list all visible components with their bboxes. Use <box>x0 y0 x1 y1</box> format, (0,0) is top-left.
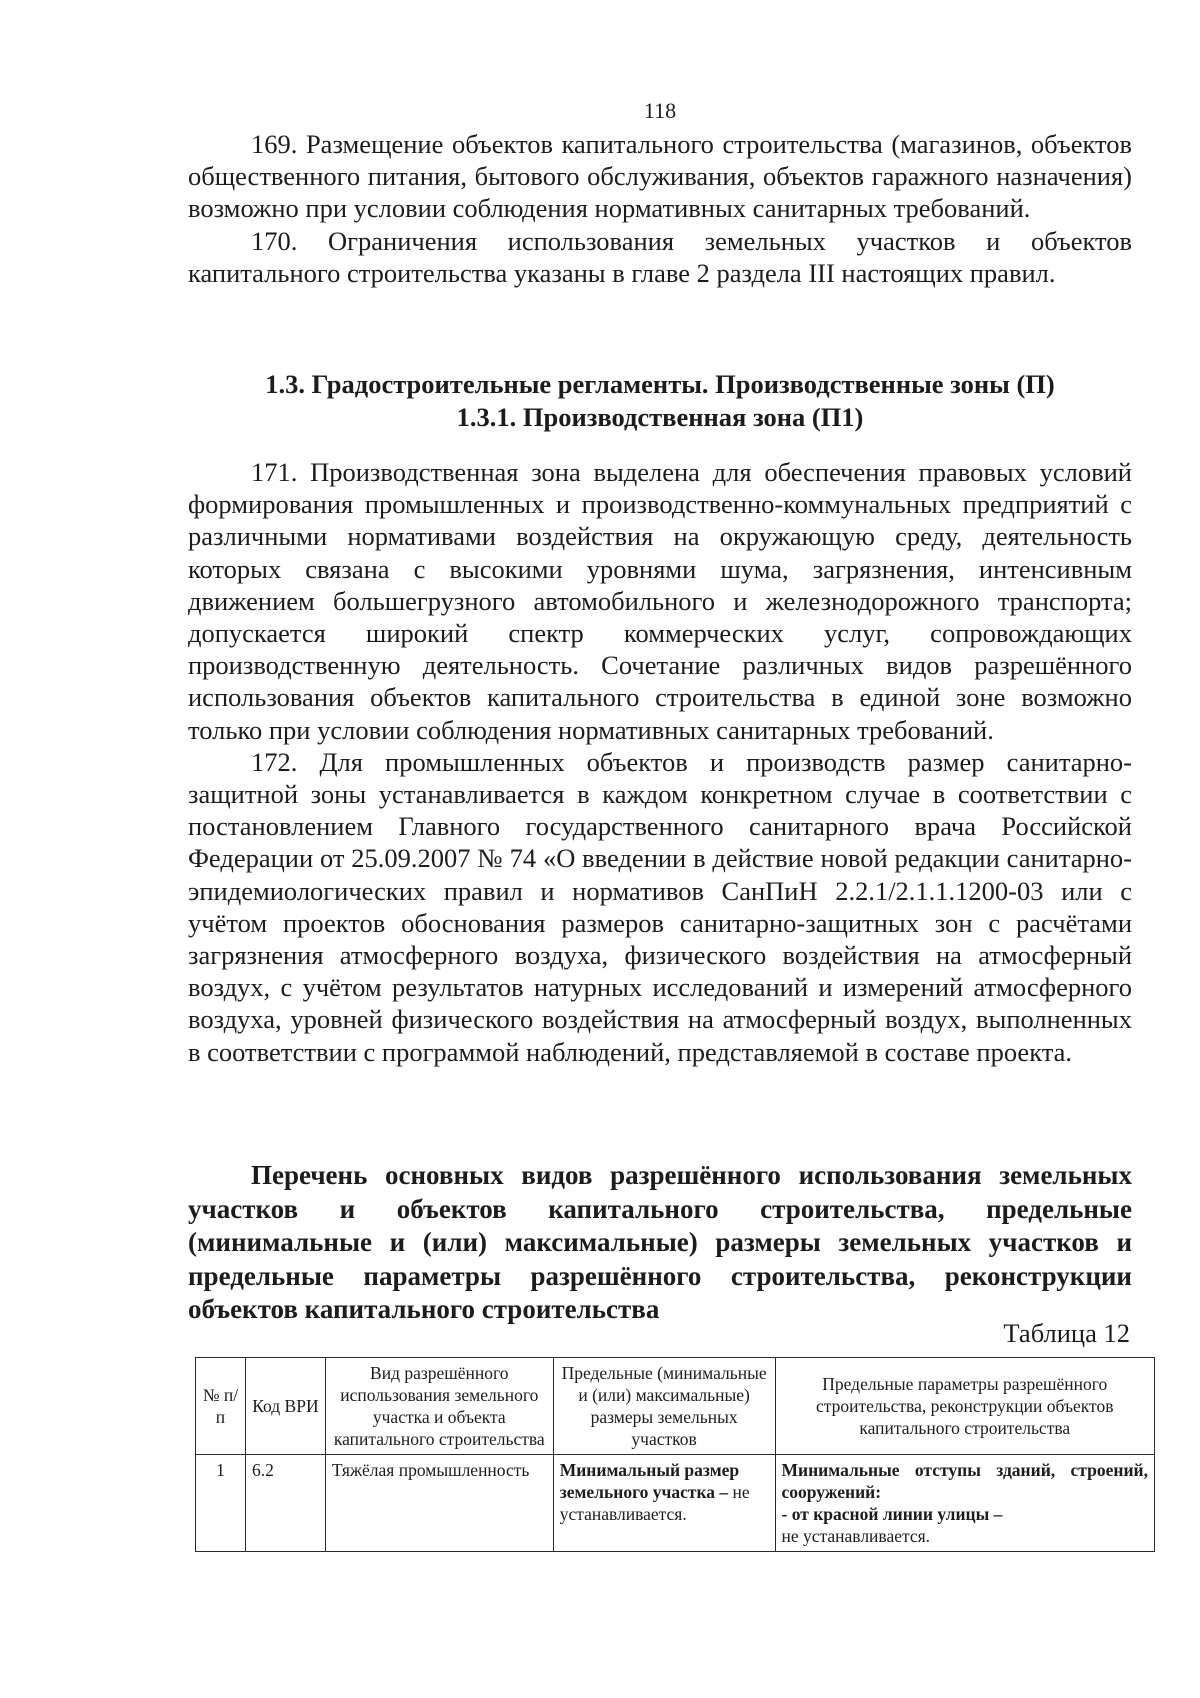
intro-paragraphs <box>188 128 1132 289</box>
main-paragraphs <box>188 456 1132 1068</box>
header-code: Код ВРИ <box>245 1358 325 1455</box>
paragraph-169: 169. Размещение объектов капитального строительства (магазинов, объектов общественного питания, бытового обслуживания, объектов гаражного назначения) возможно при условии соблюдения нормативных санитарных требований. <box>188 129 1132 224</box>
params-label: Минимальные отступы зданий, строений, сооружений: <box>781 1460 1148 1502</box>
paragraph-171: 171. Производственная зона выделена для обеспечения правовых условий формирования промышленных и производственно-коммунальных предприятий с различными нормативами воздействия на окружающую среду, деятельность которых связана с высокими уровнями шума, загрязнения, интенсивным движением большегрузного автомобильного и железнодорожного транспорта; допускается широкий спектр коммерческих услуг, сопровождающих производственную деятельность. Сочетание различных видов разрешённого использования объектов капитального строительства в единой зоне возможно только при условии соблюдения нормативных санитарных требований. <box>188 457 1132 745</box>
list-title: Перечень основных видов разрешённого использования земельных участков и объектов капитального строительства, предельные (минимальные и (или) максимальные) размеры земельных участков и предельные параметры разрешённого строительства, реконструкции объектов капитального строительства <box>188 1160 1132 1324</box>
cell-number: 1 <box>196 1455 246 1552</box>
header-build-params: Предельные параметры разрешённого строительства, реконструкции объектов капитального строительства <box>775 1358 1155 1455</box>
paragraph-170: 170. Ограничения использования земельных участков и объектов капитального строительства указаны в главе 2 раздела III настоящих правил. <box>188 225 1132 288</box>
subsection-heading: 1.3.1. Производственная зона (П1) <box>456 402 864 432</box>
header-use-type: Вид разрешённого использования земельного участка и объекта капитального строительства <box>325 1358 553 1455</box>
plot-size-label: Минимальный размер земельного участка – <box>559 1460 740 1502</box>
header-number: № п/п <box>196 1358 246 1455</box>
table-row <box>196 1455 1155 1552</box>
cell-build-params <box>775 1455 1155 1552</box>
page-number: 118 <box>643 98 677 123</box>
cell-plot-size <box>553 1455 775 1552</box>
regulations-table <box>195 1357 1155 1552</box>
paragraph-172: 172. Для промышленных объектов и производств размер санитарно-защитной зоны устанавливается в каждом конкретном случае в соответствии с постановлением Главного государственного санитарного врача Российской Федерации от 25.09.2007 № 74 «О введении в действие новой редакции санитарно-эпидемиологических правил и нормативов СанПиН 2.2.1/2.1.1.1200-03 или с учётом проектов обоснования размеров санитарно-защитных зон с расчётами загрязнения атмосферного воздуха, физического воздействия на атмосферный воздух, с учётом результатов натурных исследований и измерений атмосферного воздуха, уровней физического воздействия на атмосферный воздух, выполненных в соответствии с программой наблюдений, представляемой в составе проекта. <box>188 746 1132 1067</box>
cell-code: 6.2 <box>245 1455 325 1552</box>
table-caption: Таблица 12 <box>1003 1318 1130 1348</box>
plot-size-value: не устанавливается. <box>559 1482 750 1524</box>
params-item-value: не устанавливается. <box>781 1526 931 1546</box>
header-plot-size: Предельные (минимальные и (или) максимальные) размеры земельных участков <box>553 1358 775 1455</box>
params-item-label: - от красной линии улицы – <box>781 1504 1003 1524</box>
table-header-row <box>196 1358 1155 1455</box>
cell-use-type: Тяжёлая промышленность <box>325 1455 553 1552</box>
section-heading: 1.3. Градостроительные регламенты. Производственные зоны (П) <box>265 369 1055 399</box>
